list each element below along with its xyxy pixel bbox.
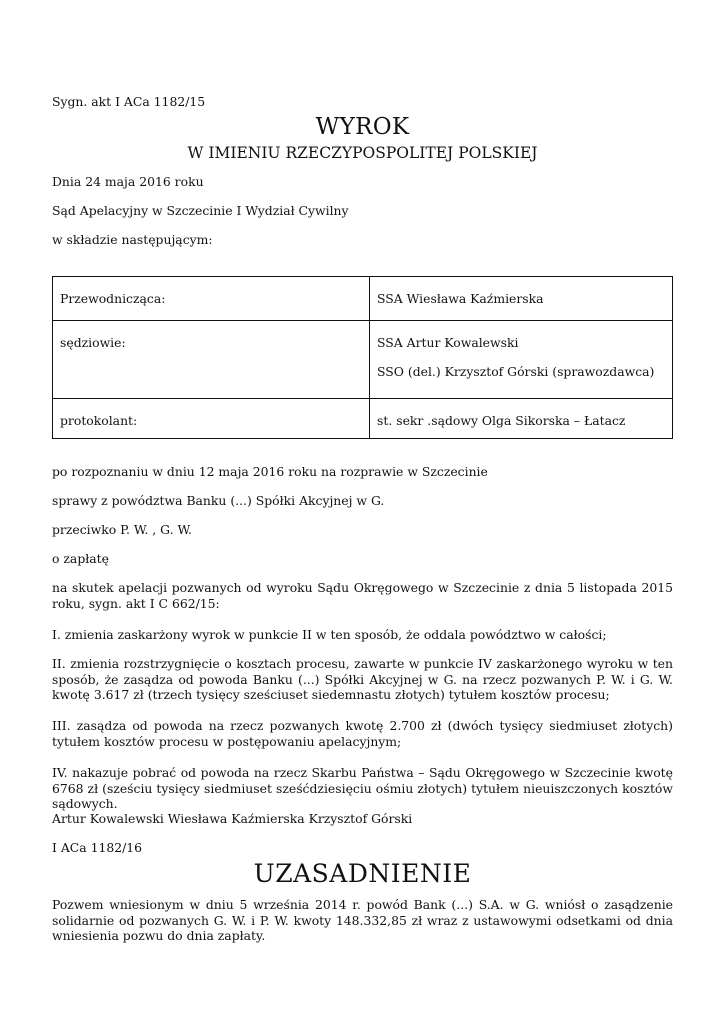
ruling-point-2: II. zmienia rozstrzygnięcie o kosztach procesu, zawarte w punkcie IV zaskarżonego wyroku w ten sposób, że zasądza od powoda Banku (...) Spółki Akcyjnej w G. na rzecz pozwanych P. W. i G. W. kwotę 3.617 zł (trzech tysięcy sześciuset siedemnastu złotych) tytułem kosztów procesu; (52, 656, 673, 702)
case-signature-2: I ACa 1182/16 (52, 840, 143, 855)
panel-names (370, 321, 673, 399)
table-row (53, 277, 673, 321)
ruling-point-1: I. zmienia zaskarżony wyrok w punkcie II w ten sposób, że oddala powództwo w całości; (52, 627, 607, 642)
document-title: WYROK (315, 114, 410, 140)
court-panel-table (52, 276, 673, 439)
table-row (53, 399, 673, 439)
claim-info: sprawy z powództwa Banku (...) Spółki Akcyjnej w G. (52, 493, 385, 508)
panel-role: Przewodnicząca: (53, 277, 370, 321)
court-name: Sąd Apelacyjny w Szczecinie I Wydział Cywilny (52, 203, 349, 218)
judge-name: SSA Wiesława Kaźmierska (377, 291, 544, 306)
hearing-info: po rozpoznaniu w dniu 12 maja 2016 roku na rozprawie w Szczecinie (52, 464, 488, 479)
judgment-date: Dnia 24 maja 2016 roku (52, 174, 204, 189)
panel-role: sędziowie: (53, 321, 370, 399)
composition-intro: w składzie następującym: (52, 232, 213, 247)
judge-name: SSO (del.) Krzysztof Górski (sprawozdawca) (377, 363, 655, 379)
panel-role: protokolant: (53, 399, 370, 439)
justification-paragraph: Pozwem wniesionym w dniu 5 września 2014 r. powód Bank (...) S.A. w G. wniósł o zasądzenie solidarnie od pozwanych G. W. i P. W. kwoty 148.332,85 zł wraz z ustawowymi odsetkami od dnia wniesienia pozwu do dnia zapłaty. (52, 897, 673, 943)
panel-names (370, 277, 673, 321)
appeal-info: na skutek apelacji pozwanych od wyroku Sądu Okręgowego w Szczecinie z dnia 5 listopada 2015 roku, sygn. akt I C 662/15: (52, 580, 673, 611)
document-subtitle: W IMIENIU RZECZYPOSPOLITEJ POLSKIEJ (187, 144, 538, 162)
judges-signatures: Artur Kowalewski Wiesława Kaźmierska Krzysztof Górski (52, 811, 413, 826)
case-signature: Sygn. akt I ACa 1182/15 (52, 94, 206, 109)
ruling-point-4: IV. nakazuje pobrać od powoda na rzecz Skarbu Państwa – Sądu Okręgowego w Szczecinie kwotę 6768 zł (sześciu tysięcy siedmiuset sześćdziesięciu ośmiu złotych) tytułem nieuiszczonych kosztów sądowych. (52, 765, 673, 811)
judge-name: SSA Artur Kowalewski (377, 335, 519, 350)
defendants-info: przeciwko P. W. , G. W. (52, 522, 192, 537)
clerk-name: st. sekr .sądowy Olga Sikorska – Łatacz (377, 413, 626, 428)
table-row (53, 321, 673, 399)
panel-names (370, 399, 673, 439)
claim-subject: o zapłatę (52, 551, 109, 566)
justification-heading: UZASADNIENIE (253, 859, 472, 888)
ruling-point-3: III. zasądza od powoda na rzecz pozwanych kwotę 2.700 zł (dwóch tysięcy siedmiuset złotych) tytułem kosztów procesu w postępowaniu apelacyjnym; (52, 718, 673, 749)
